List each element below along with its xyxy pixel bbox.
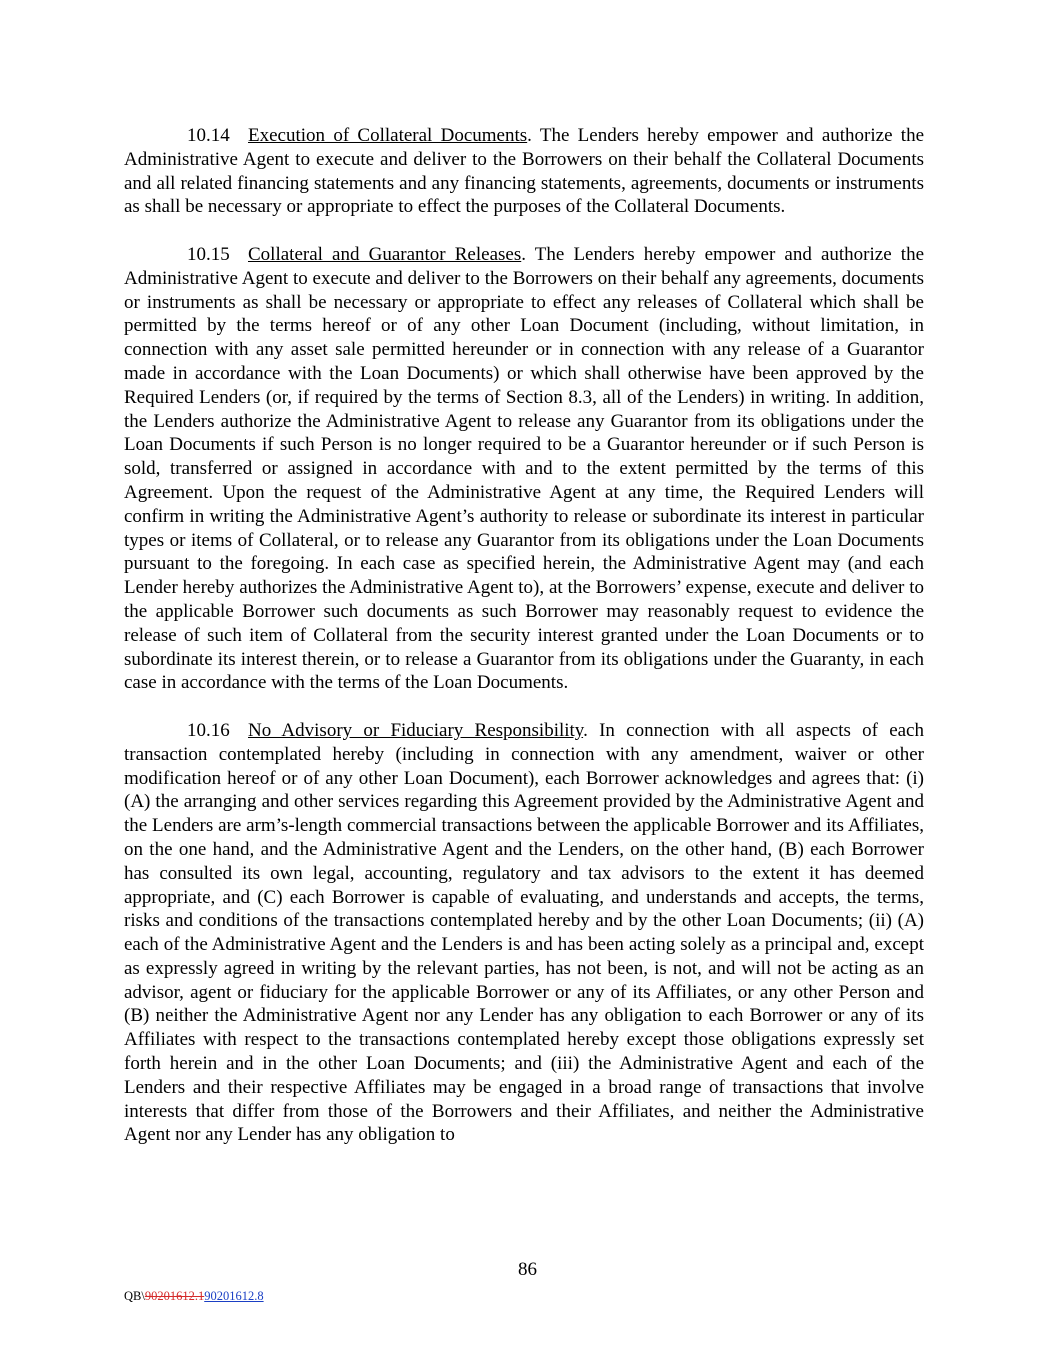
document-page xyxy=(124,124,924,1171)
section-10-14 xyxy=(124,124,924,219)
page-number: 86 xyxy=(518,1259,537,1280)
section-number: 10.15 xyxy=(187,243,230,265)
docid-prefix: QB\ xyxy=(124,1289,145,1303)
docid-inserted-version: 90201612.8 xyxy=(204,1289,264,1303)
section-10-16 xyxy=(124,719,924,1147)
section-heading: No Advisory or Fiduciary Responsibility xyxy=(248,719,584,741)
document-id xyxy=(124,1289,264,1304)
section-body: . In connection with all aspects of each transaction contemplated hereby (including in connection with any amendment, waiver or other modification hereof or of any other Loan Document), each Borrower acknowledges and agrees that: (i) (A) the arranging and other services regarding this Agreement provided by the Administrative Agent and the Lenders are arm’s-length commercial transactions between the applicable Borrower and its Affiliates, on the one hand, and the Administrative Agent and the Lenders, on the other hand, (B) each Borrower has consulted its own legal, accounting, regulatory and tax advisors to the extent it has deemed appropriate, and (C) each Borrower is capable of evaluating, and understands and accepts, the terms, risks and conditions of the transactions contemplated hereby and by the other Loan Documents; (ii) (A) each of the Administrative Agent and the Lenders is and has been acting solely as a principal and, except as expressly agreed in writing by the relevant parties, has not been, is not, and will not be acting as an advisor, agent or fiduciary for the applicable Borrower or any of its Affiliates, or any other Person and (B) neither the Administrative Agent nor any Lender has any obligation to each Borrower or any of its Affiliates with respect to the transactions contemplated hereby except those obligations expressly set forth herein and in the other Loan Documents; and (iii) the Administrative Agent and each of the Lenders and their respective Affiliates may be engaged in a broad range of transactions that involve interests that differ from those of the Borrowers and their Affiliates, and neither the Administrative Agent nor any Lender has any obligation to xyxy=(124,719,924,1146)
section-body: . The Lenders hereby empower and authorize the Administrative Agent to execute and deliver to the Borrowers on their behalf any agreements, documents or instruments as shall be necessary or appropriate to effect any releases of Collateral which shall be permitted by the terms hereof or of any other Loan Document (including, without limitation, in connection with any asset sale permitted hereunder or in connection with any release of a Guarantor made in accordance with the Loan Documents) or which shall otherwise have been approved by the Required Lenders (or, if required by the terms of Section 8.3, all of the Lenders) in writing. In addition, the Lenders authorize the Administrative Agent to release any Guarantor from its obligations under the Loan Documents if such Person is no longer required to be a Guarantor hereunder or if such Person is sold, transferred or assigned in accordance with and to the extent permitted by the terms of this Agreement. Upon the request of the Administrative Agent at any time, the Required Lenders will confirm in writing the Administrative Agent’s authority to release or subordinate its interest in particular types or items of Collateral, or to release any Guarantor from its obligations under the Loan Documents pursuant to the foregoing. In each case as specified herein, the Administrative Agent may (and each Lender hereby authorizes the Administrative Agent to), at the Borrowers’ expense, execute and deliver to the applicable Borrower such documents as such Borrower may reasonably request to evidence the release of such item of Collateral from the security interest granted under the Loan Documents or to subordinate its interest therein, or to release a Guarantor from its obligations under the Guaranty, in each case in accordance with the terms of the Loan Documents. xyxy=(124,243,924,694)
section-number: 10.16 xyxy=(187,719,230,741)
docid-deleted-version: 90201612.1 xyxy=(144,1289,205,1303)
section-number: 10.14 xyxy=(187,125,230,146)
section-body: . The Lenders hereby empower and authorize the Administrative Agent to execute and deliver to the Borrowers on their behalf the Collateral Documents and all related financing statements and any financing statements, agreements, documents or instruments as shall be necessary or appropriate to effect the purposes of the Collateral Documents. xyxy=(124,125,925,218)
section-heading: Collateral and Guarantor Releases xyxy=(248,243,522,265)
section-10-15 xyxy=(124,243,924,695)
section-heading: Execution of Collateral Documents xyxy=(248,125,528,146)
